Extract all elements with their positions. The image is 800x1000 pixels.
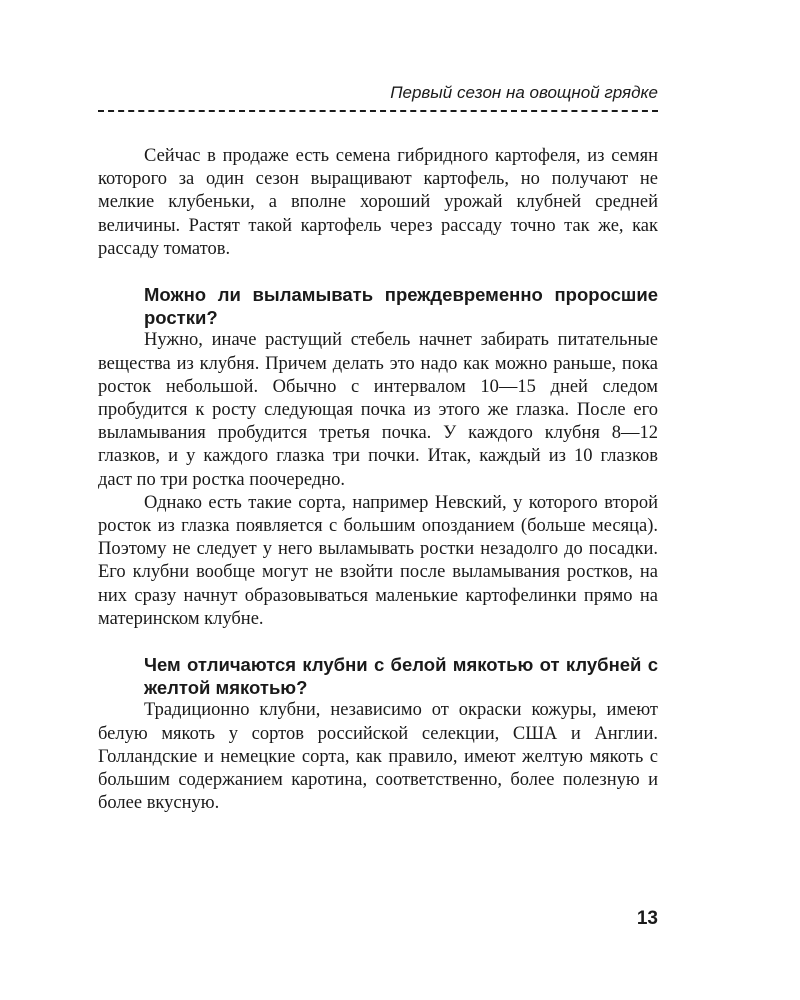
paragraph-nevsky-variety: Однако есть такие сорта, например Невский, у которого второй росток из глазка появляется с большим опозданием (больше месяца). Поэтому не следует у него выламывать ростки незадолго до посадки. Его клубни вообще могут не взойти после выламывания ростков, на них сразу начнут образовываться маленькие картофелинки прямо на материнском клубне. (98, 492, 658, 629)
running-header: Первый сезон на овощной грядке (390, 83, 658, 102)
paragraph-sprouts-answer: Нужно, иначе растущий стебель начнет забирать питательные вещества из клубня. Причем делать это надо как можно раньше, пока росток небольшой. Обычно с интервалом 10—15 дней следом пробудится к росту следующая почка из этого же глазка. После его выламывания пробудится третья почка. У каждого клубня 8—12 глазков, и у каждого глазка три почки. Итак, каждый из 10 глазков даст по три ростка поочередно. (98, 330, 658, 490)
paragraph-flesh-color-answer: Традиционно клубни, независимо от окраски кожуры, имеют белую мякоть у сортов российской селекции, США и Англии. Голландские и немецкие сорта, как правило, имеют желтую мякоть с большим содержанием каротина, соответственно, более полезную и более вкусную. (98, 700, 658, 814)
page-number: 13 (636, 908, 658, 929)
paragraph-hybrid-seeds: Сейчас в продаже есть семена гибридного картофеля, из семян которого за один сезон выращивают картофель, но получают не мелкие клубеньки, а вполне хороший урожай клубней средней величины. Растят такой картофель через рассаду точно так же, как рассаду томатов. (98, 146, 658, 259)
question-heading-sprouts: Можно ли выламывать преждевременно проросшие ростки? (144, 284, 658, 329)
page-body (98, 145, 658, 815)
header-divider (98, 110, 658, 112)
question-heading-flesh-color: Чем отличаются клубни с белой мякотью от клубней с желтой мякотью? (144, 654, 658, 699)
